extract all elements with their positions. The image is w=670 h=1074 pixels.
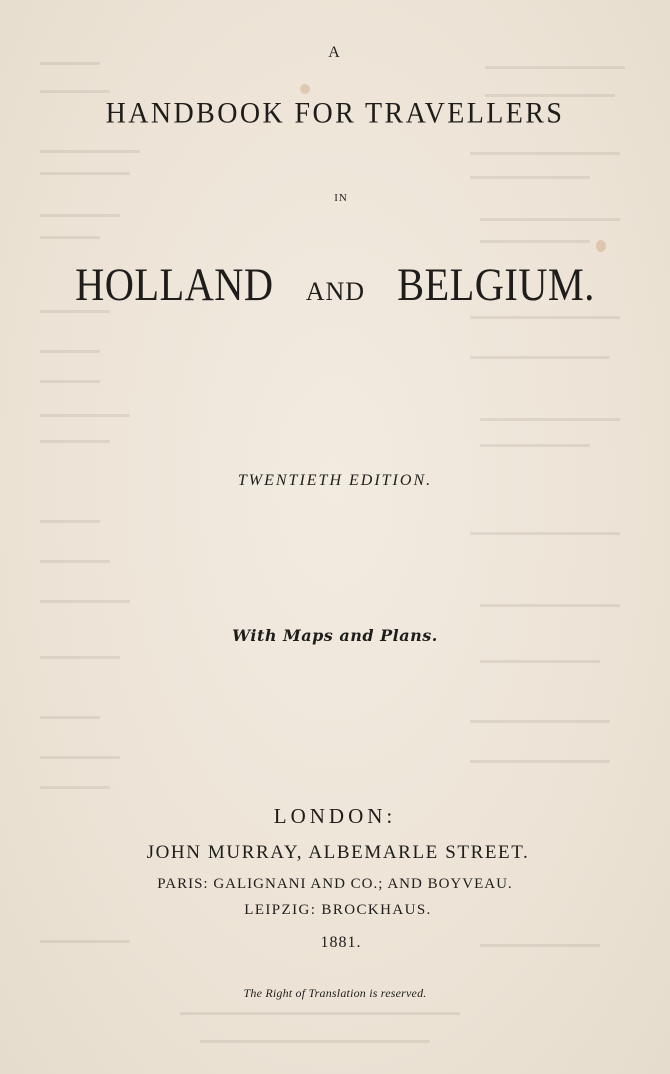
- title-country-holland: HOLLAND: [74, 259, 274, 311]
- title-article: A: [328, 44, 342, 61]
- imprint-paris: PARIS: GALIGNANI AND CO.; AND BOYVEAU.: [157, 876, 513, 892]
- imprint-year: 1881.: [320, 934, 362, 951]
- imprint-city: LONDON:: [273, 804, 397, 828]
- title-country-belgium: BELGIUM.: [397, 259, 596, 311]
- imprint-leipzig: LEIPZIG: BROCKHAUS.: [244, 902, 432, 918]
- imprint-publisher: JOHN MURRAY, ALBEMARLE STREET.: [146, 842, 530, 863]
- title-preposition: IN: [334, 192, 348, 204]
- rights-notice: The Right of Translation is reserved.: [243, 986, 427, 1000]
- edition-statement: TWENTIETH EDITION.: [237, 472, 433, 489]
- title-countries: [0, 258, 670, 312]
- maps-note: With Maps and Plans.: [232, 626, 438, 645]
- title-conjunction: AND: [305, 277, 366, 306]
- title-heading: HANDBOOK FOR TRAVELLERS: [105, 97, 565, 130]
